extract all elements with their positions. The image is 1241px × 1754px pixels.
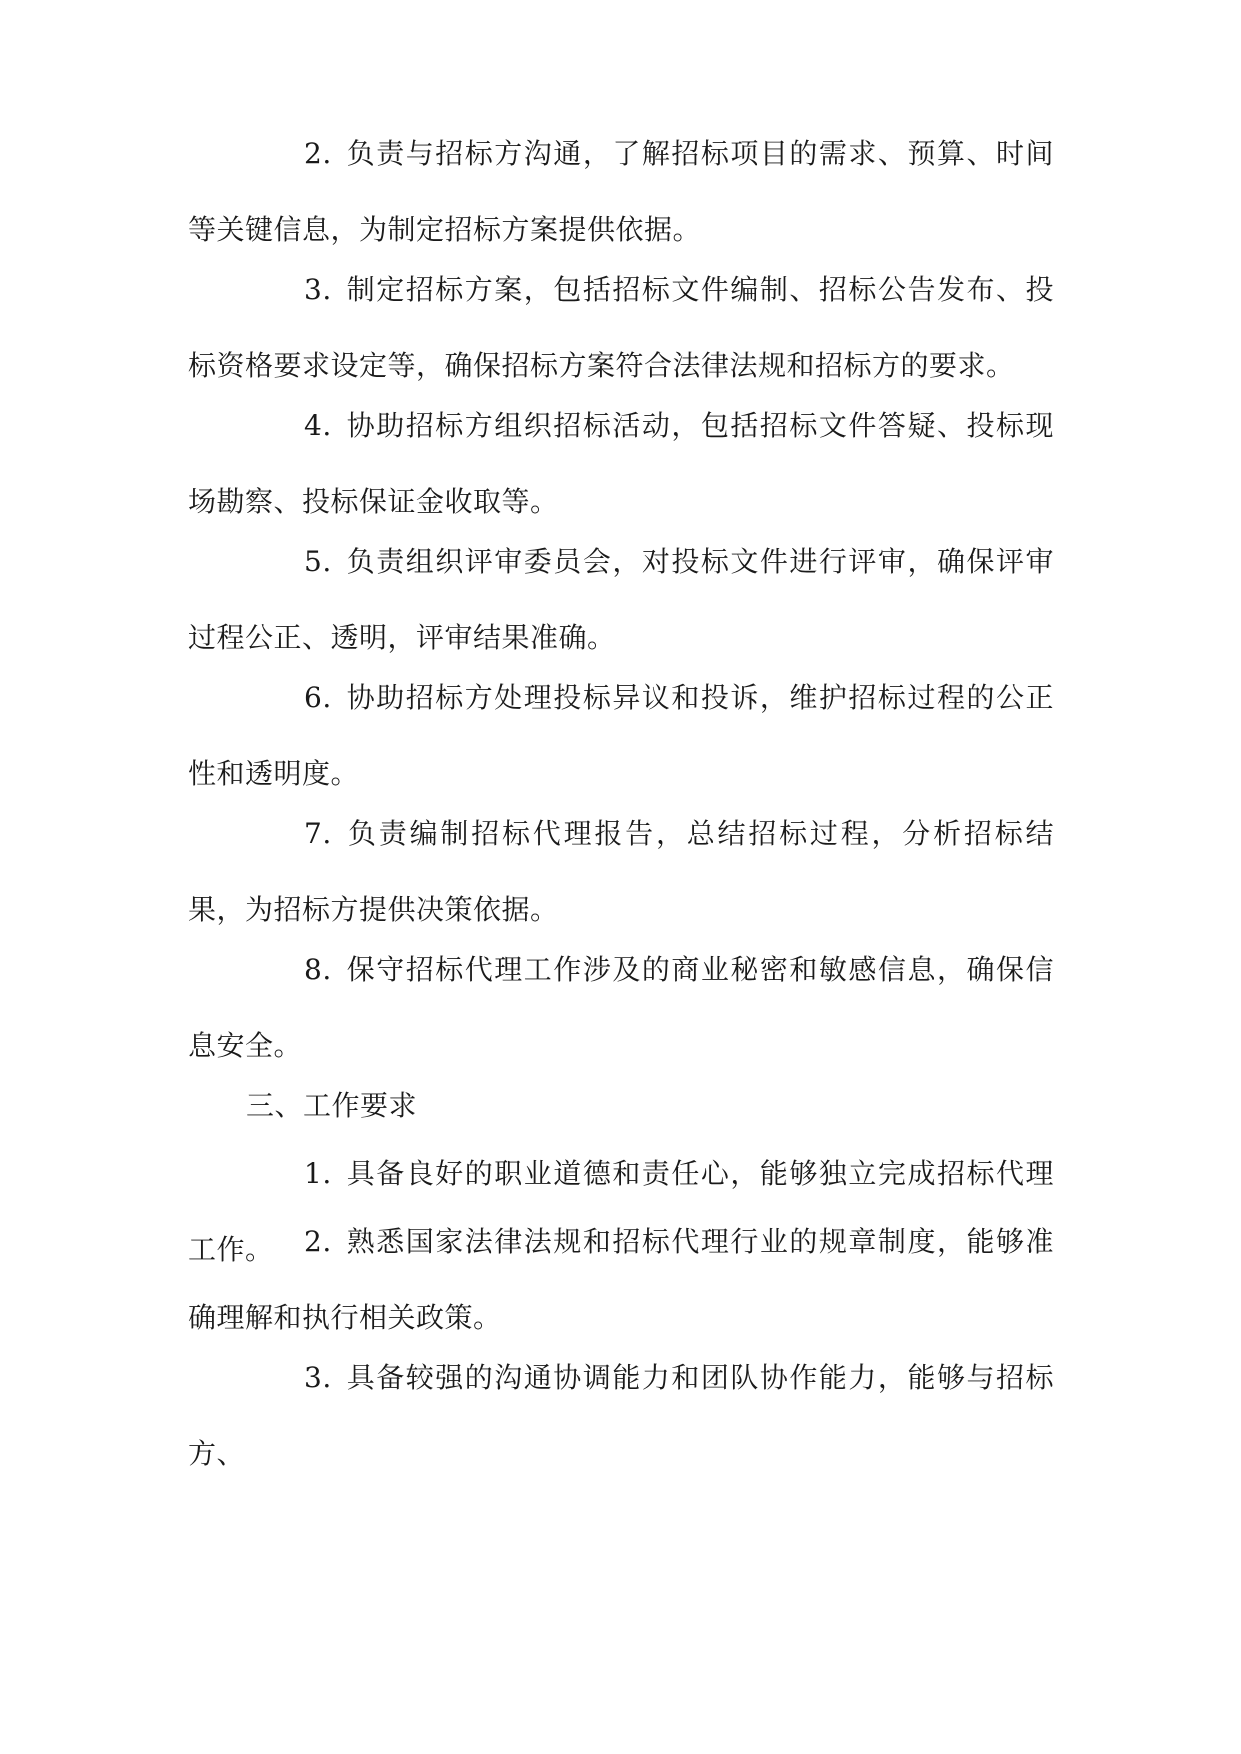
item-number: 3. [304, 273, 332, 306]
item-text: 具备较强的沟通协调能力和团队协作能力，能够与招标方、 [188, 1361, 1054, 1470]
item-number: 6. [304, 681, 332, 714]
item-text: 负责与招标方沟通，了解招标项目的需求、预算、时间等关键信息，为制定招标方案提供依据。 [188, 137, 1054, 246]
item-text: 协助招标方组织招标活动，包括招标文件答疑、投标现场勘察、投标保证金收取等。 [188, 409, 1054, 518]
duty-paragraph-4 [188, 388, 1054, 540]
item-number: 1. [304, 1157, 332, 1190]
item-text: 负责编制招标代理报告，总结招标过程，分析招标结果，为招标方提供决策依据。 [188, 817, 1054, 926]
requirement-paragraph-2 [188, 1204, 1054, 1356]
duty-paragraph-6 [188, 660, 1054, 812]
item-number: 3. [304, 1361, 332, 1394]
duty-paragraph-7 [188, 796, 1054, 948]
item-text: 制定招标方案，包括招标文件编制、招标公告发布、投标资格要求设定等，确保招标方案符合法律法规和招标方的要求。 [188, 273, 1054, 382]
duty-paragraph-5 [188, 524, 1054, 676]
requirement-paragraph-3 [188, 1340, 1054, 1492]
item-number: 5. [304, 545, 332, 578]
item-text: 熟悉国家法律法规和招标代理行业的规章制度，能够准确理解和执行相关政策。 [188, 1225, 1054, 1334]
item-number: 2. [304, 1225, 332, 1258]
item-text: 负责组织评审委员会，对投标文件进行评审，确保评审过程公正、透明，评审结果准确。 [188, 545, 1054, 654]
duty-paragraph-3 [188, 252, 1054, 404]
item-text: 具备良好的职业道德和责任心，能够独立完成招标代理工作。 [188, 1157, 1054, 1266]
item-number: 8. [304, 953, 332, 986]
duty-paragraph-8 [188, 932, 1054, 1084]
item-text: 保守招标代理工作涉及的商业秘密和敏感信息，确保信息安全。 [188, 953, 1054, 1062]
item-number: 7. [304, 817, 332, 850]
item-number: 2. [304, 137, 332, 170]
section-heading: 三、工作要求 [246, 1089, 418, 1122]
item-text: 协助招标方处理投标异议和投诉，维护招标过程的公正性和透明度。 [188, 681, 1054, 790]
duty-paragraph-2 [188, 116, 1054, 268]
item-number: 4. [304, 409, 332, 442]
